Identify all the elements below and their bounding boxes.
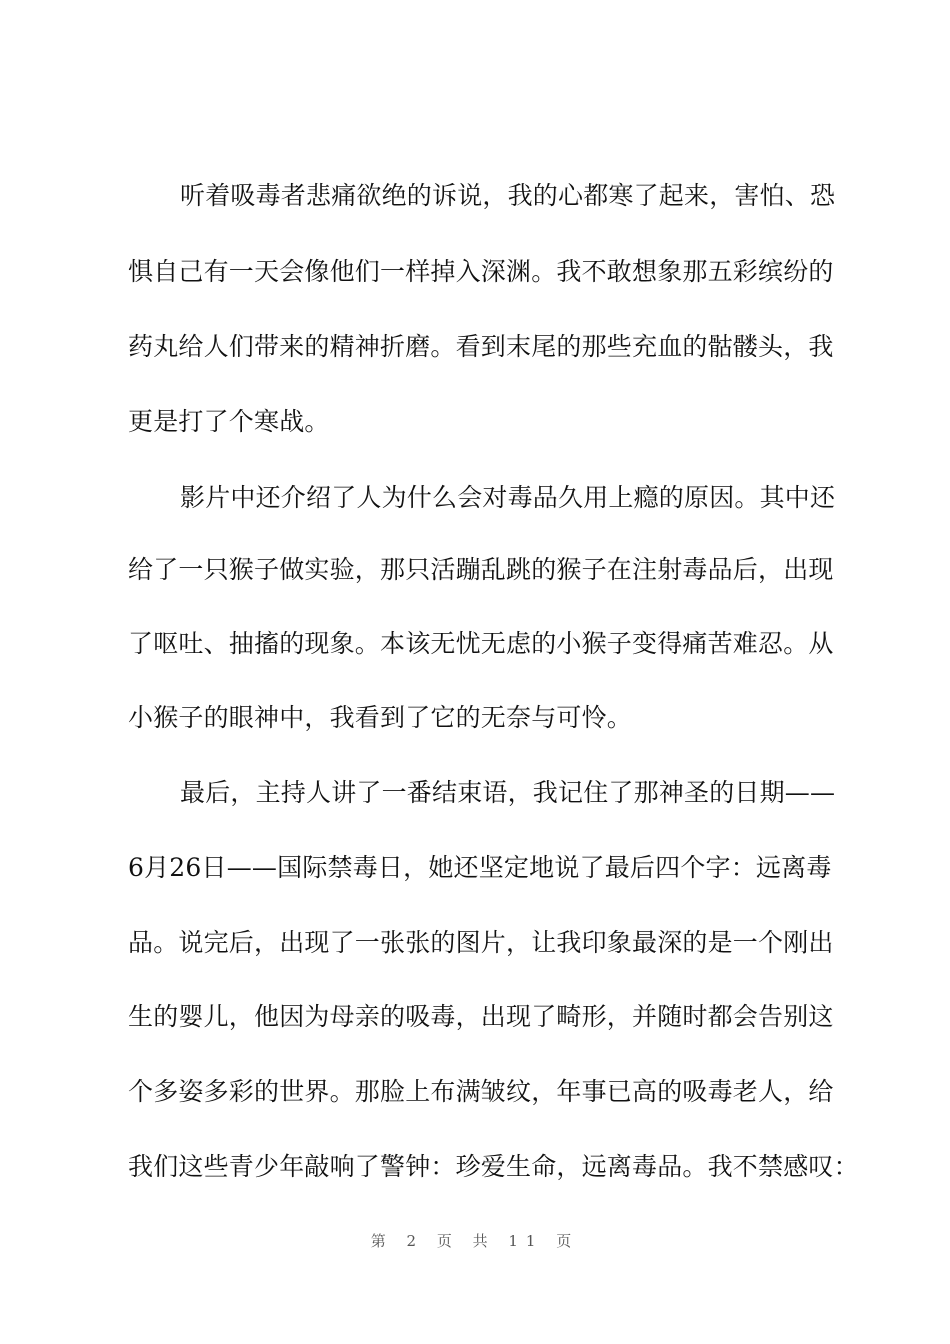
paragraph-3-line-5: 个多姿多彩的世界。那脸上布满皱纹，年事已高的吸毒老人，给 [128,1077,834,1106]
paragraph-1-line-4: 更是打了个寒战。 [128,407,330,436]
paragraph-1-line-3: 药丸给人们带来的精神折磨。看到末尾的那些充血的骷髅头，我 [128,332,834,361]
paragraph-2-line-4: 小猴子的眼神中，我看到了它的无奈与可怜。 [128,703,633,732]
page-number-footer: 第 2 页 共 11 页 [370,1232,580,1250]
paragraph-3-line-4: 生的婴儿，他因为母亲的吸毒，出现了畸形，并随时都会告别这 [128,1002,834,1031]
paragraph-1-line-2: 惧自己有一天会像他们一样掉入深渊。我不敢想象那五彩缤纷的 [128,257,834,286]
paragraph-2-line-3: 了呕吐、抽搐的现象。本该无忧无虑的小猴子变得痛苦难忍。从 [128,629,834,658]
paragraph-3-line-1: 最后，主持人讲了一番结束语，我记住了那神圣的日期—— [180,778,836,807]
paragraph-1-line-1: 听着吸毒者悲痛欲绝的诉说，我的心都寒了起来，害怕、恐 [180,181,836,210]
paragraph-3-line-2: 6月26日——国际禁毒日，她还坚定地说了最后四个字：远离毒 [128,853,832,882]
paragraph-2-line-1: 影片中还介绍了人为什么会对毒品久用上瘾的原因。其中还 [180,483,836,512]
paragraph-3-line-3: 品。说完后，出现了一张张的图片，让我印象最深的是一个刚出 [128,928,834,957]
paragraph-2-line-2: 给了一只猴子做实验，那只活蹦乱跳的猴子在注射毒品后，出现 [128,555,834,584]
paragraph-3-line-6: 我们这些青少年敲响了警钟：珍爱生命，远离毒品。我不禁感叹： [128,1152,859,1181]
